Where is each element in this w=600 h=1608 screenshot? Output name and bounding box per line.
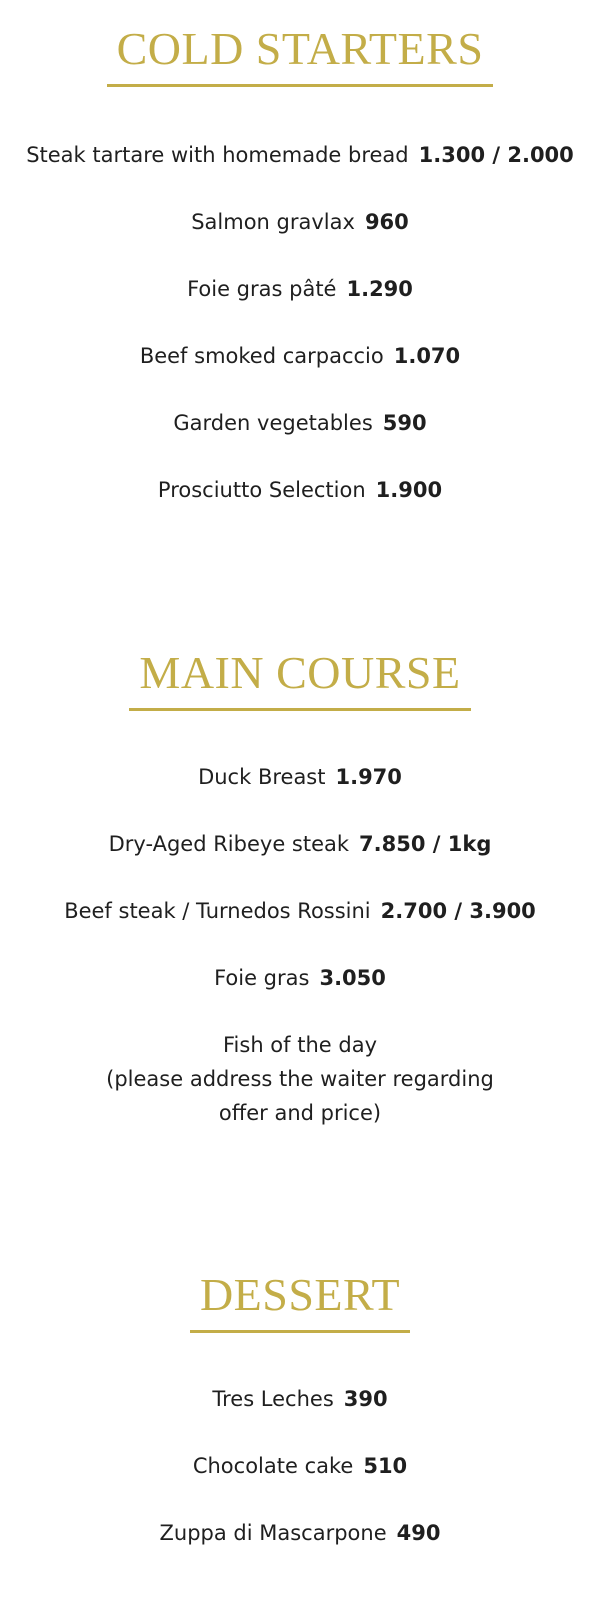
cold-starters-section [0, 23, 600, 87]
item-name: Prosciutto Selection [157, 478, 366, 502]
item-price: 1.300 / 2.000 [418, 143, 574, 167]
fish-of-the-day-note [0, 1028, 600, 1130]
item-price: 1.290 [346, 277, 413, 301]
menu-item [0, 1516, 600, 1550]
item-price: 3.050 [319, 966, 386, 990]
menu-item [0, 760, 600, 794]
item-price: 7.850 / 1kg [359, 832, 492, 856]
menu-item [0, 961, 600, 995]
section-title-main-course: MAIN COURSE [129, 650, 470, 711]
section-title-cold-starters: COLD STARTERS [107, 26, 494, 87]
item-name: Steak tartare with homemade bread [26, 143, 409, 167]
dessert-section [0, 1269, 600, 1333]
item-name: Duck Breast [198, 765, 326, 789]
item-name: Chocolate cake [192, 1454, 354, 1478]
item-price: 590 [382, 411, 427, 435]
item-price: 1.970 [335, 765, 402, 789]
item-price: 510 [363, 1454, 408, 1478]
item-price: 1.070 [393, 344, 461, 368]
main-course-section [0, 647, 600, 711]
menu-item [0, 894, 600, 928]
menu-item [0, 339, 600, 373]
item-name: Beef steak / Turnedos Rossini [64, 899, 371, 923]
item-name: Salmon gravlax [191, 210, 355, 234]
item-name: Zuppa di Mascarpone [159, 1521, 387, 1545]
item-name: Beef smoked carpaccio [139, 344, 384, 368]
menu-item [0, 827, 600, 861]
menu-item [0, 205, 600, 239]
item-name: Foie gras [214, 966, 310, 990]
item-name: Foie gras pâté [187, 277, 337, 301]
menu-item [0, 1382, 600, 1416]
item-name: Tres Leches [212, 1387, 334, 1411]
item-price: 390 [343, 1387, 388, 1411]
item-price: 490 [396, 1521, 441, 1545]
menu-item [0, 272, 600, 306]
menu-item [0, 138, 600, 172]
menu-item [0, 406, 600, 440]
menu-item [0, 473, 600, 507]
item-name: Dry-Aged Ribeye steak [108, 832, 350, 856]
note-line: Fish of the day [223, 1033, 377, 1057]
item-price: 1.900 [375, 478, 443, 502]
note-line: offer and price) [218, 1101, 382, 1125]
menu-item [0, 1449, 600, 1483]
section-title-dessert: DESSERT [190, 1272, 410, 1333]
item-name: Garden vegetables [173, 411, 373, 435]
note-line: (please address the waiter regarding [106, 1067, 494, 1091]
item-price: 2.700 / 3.900 [380, 899, 536, 923]
item-price: 960 [364, 210, 409, 234]
